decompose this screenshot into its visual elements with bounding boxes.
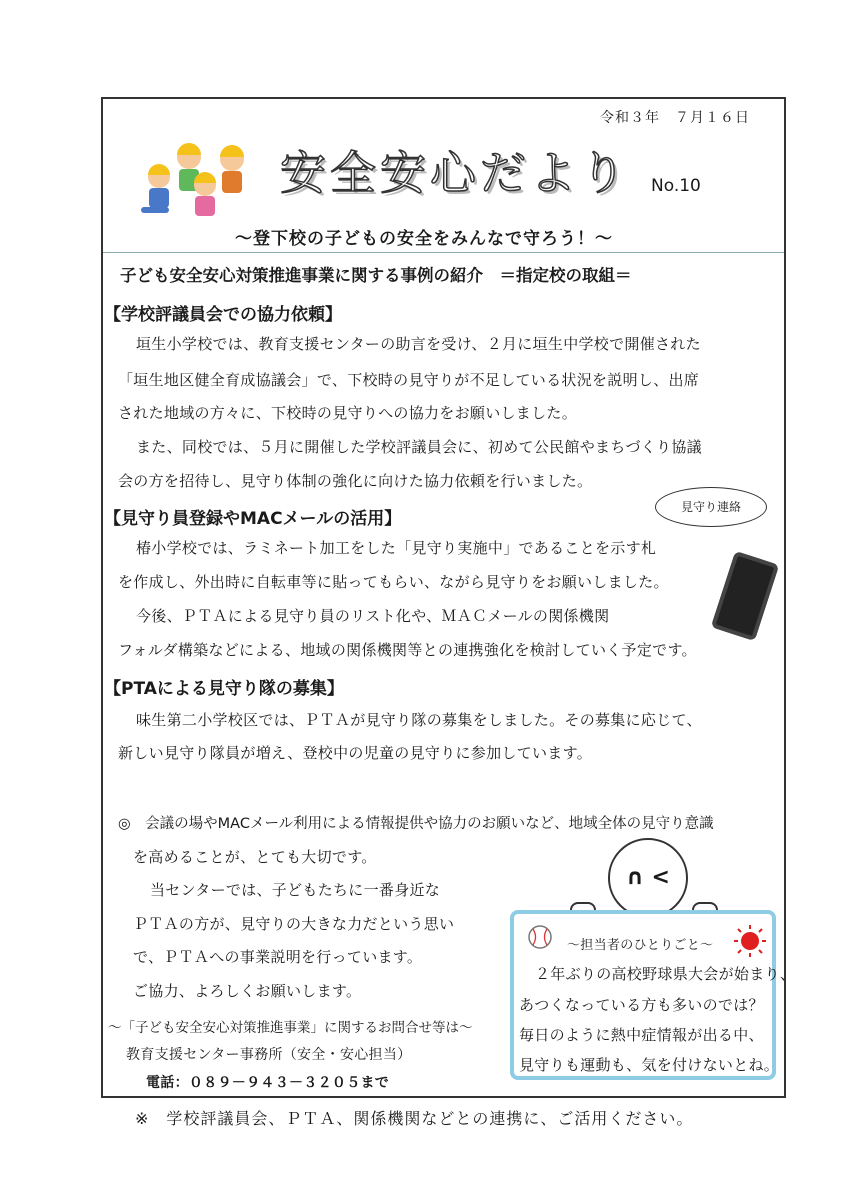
section-heading: 【PTAによる見守り隊の募集】 bbox=[104, 679, 344, 699]
issue-number: No.10 bbox=[651, 176, 701, 196]
issue-date: 令和３年 ７月１６日 bbox=[600, 110, 750, 126]
body-line: フォルダ構築などによる、地域の関係機関等との連携強化を検討していく予定です。 bbox=[118, 641, 697, 659]
body-line: 「垣生地区健全育成協議会」で、下校時の見守りが不足している状況を説明し、出席 bbox=[118, 371, 700, 389]
note-line: ＰＴＡの方が、見守りの大きな力だという思い bbox=[133, 915, 455, 933]
aside-line: 見守りも運動も、気を付けないとね。 bbox=[519, 1056, 780, 1074]
section-heading: 【学校評議員会での協力依頼】 bbox=[104, 305, 342, 325]
aside-line: あつくなっている方も多いのでは？ bbox=[519, 996, 764, 1014]
child-figure bbox=[141, 164, 170, 213]
contact-intro: ～「子ども安全安心対策推進事業」に関するお問合せ等は～ bbox=[108, 1020, 473, 1036]
body-line: 新しい見守り隊員が増え、登校中の児童の見守りに参加しています。 bbox=[118, 744, 593, 762]
note-line: ご協力、よろしくお願いします。 bbox=[133, 982, 362, 1000]
aside-line: 毎日のように熱中症情報が出る中、 bbox=[519, 1026, 764, 1044]
child-figure bbox=[220, 145, 244, 193]
aside-title: ～担当者のひとりごと～ bbox=[567, 938, 714, 953]
speech-bubble: 見守り連絡 bbox=[655, 487, 767, 527]
section-heading: 【見守り員登録やMACメールの活用】 bbox=[104, 509, 402, 529]
kids-illustration bbox=[137, 135, 257, 220]
note-line: を高めることが、とても大切です。 bbox=[133, 848, 377, 866]
child-figure bbox=[194, 172, 216, 216]
newsletter-title: 安全安心だより bbox=[280, 146, 630, 200]
aside-line: ２年ぶりの高校野球県大会が始まり、 bbox=[535, 965, 796, 983]
body-line: また、同校では、５月に開催した学校評議員会に、初めて公民館やまちづくり協議 bbox=[136, 438, 702, 456]
body-line: 会の方を招待し、見守り体制の強化に向けた協力依頼を行いました。 bbox=[118, 472, 593, 490]
subtitle: ～登下校の子どもの安全をみんなで守ろう！～ bbox=[235, 229, 613, 249]
body-line: 今後、ＰＴＡによる見守り員のリスト化や、ＭＡＣメールの関係機関 bbox=[136, 607, 610, 625]
body-line: 味生第二小学校区では、ＰＴＡが見守り隊の募集をしました。その募集に応じて、 bbox=[136, 711, 702, 729]
body-line: された地域の方々に、下校時の見守りへの協力をお願いしました。 bbox=[118, 404, 578, 422]
contact-phone: 電話：０８９－９４３－３２０５まで bbox=[146, 1075, 390, 1091]
body-line: を作成し、外出時に自転車等に貼ってもらい、ながら見守りをお願いしました。 bbox=[118, 573, 669, 591]
body-line: 椿小学校では、ラミネート加工をした「見守り実施中」であることを示す札 bbox=[136, 539, 657, 557]
footer-note: ※ 学校評議員会、ＰＴＡ、関係機関などとの連携に、ご活用ください。 bbox=[135, 1109, 694, 1128]
baseball-icon bbox=[527, 924, 553, 950]
body-line: 垣生小学校では、教育支援センターの助言を受け、２月に垣生中学校で開催された bbox=[136, 335, 701, 353]
sun-icon bbox=[733, 924, 767, 958]
note-line: で、ＰＴＡへの事業説明を行っています。 bbox=[133, 948, 423, 966]
divider bbox=[103, 252, 784, 253]
note-line: ◎ 会議の場やMACメール利用による情報提供や協力のお願いなど、地域全体の見守り意識 bbox=[118, 816, 714, 832]
smiling-face-icon: ∩ < bbox=[608, 838, 688, 918]
main-heading: 子ども安全安心対策推進事業に関する事例の紹介 ＝指定校の取組＝ bbox=[120, 266, 632, 285]
contact-office: 教育支援センター事務所（安全・安心担当） bbox=[126, 1047, 412, 1063]
note-line: 当センターでは、子どもたちに一番身近な bbox=[150, 881, 441, 899]
